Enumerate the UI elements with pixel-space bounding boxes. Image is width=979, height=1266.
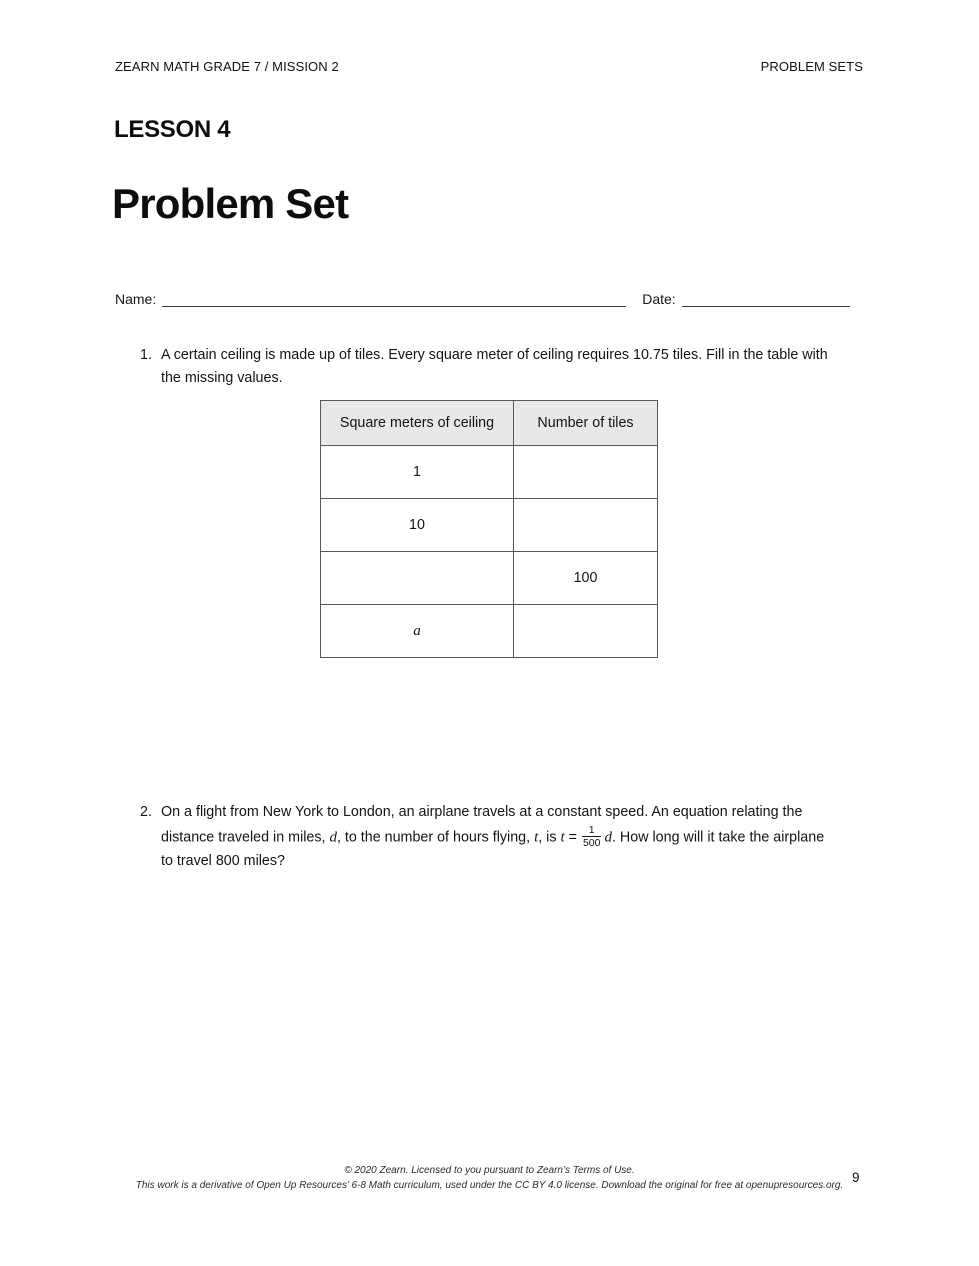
- problem-1-number: 1.: [140, 347, 152, 363]
- table-row: [321, 552, 658, 605]
- problem-2: [140, 801, 824, 873]
- lesson-heading: LESSON 4: [114, 116, 231, 143]
- problem-2-text-segment: , to the number of hours flying,: [336, 828, 535, 845]
- variable-t: t: [560, 828, 565, 845]
- cell-sqm-blank: [321, 552, 514, 605]
- page-number: 9: [852, 1170, 860, 1185]
- table-row: [321, 605, 658, 658]
- problem-1-line-1: A certain ceiling is made up of tiles. Every square meter of ceiling requires 10.75 tiles. Fill in the table with: [161, 347, 828, 363]
- cell-tiles-blank-1: [514, 446, 658, 499]
- tiles-table: [320, 400, 658, 658]
- date-blank-line: [682, 291, 850, 307]
- tiles-table-header-square-meters: Square meters of ceiling: [321, 401, 514, 446]
- tiles-table-header-row: [321, 401, 658, 446]
- problem-1: [140, 344, 828, 390]
- name-date-row: [115, 290, 850, 307]
- variable-d: d: [604, 828, 612, 845]
- cell-tiles-blank-2: [514, 499, 658, 552]
- fraction-numerator: 1: [588, 823, 595, 836]
- cell-tiles-blank-3: [514, 605, 658, 658]
- equals-sign: =: [564, 828, 581, 845]
- footer-license-line: This work is a derivative of Open Up Resources’ 6-8 Math curriculum, used under the CC BY 4.0 license. Download the original for free at openupresources.org.: [135, 1179, 844, 1191]
- variable-t: t: [534, 828, 539, 845]
- problem-1-line-2: the missing values.: [161, 370, 283, 386]
- cell-tiles-100: 100: [514, 552, 658, 605]
- problem-2-line-1: On a flight from New York to London, an airplane travels at a constant speed. An equation relating the: [161, 804, 803, 820]
- page-footer: [0, 1164, 979, 1193]
- problem-2-text-segment: , is: [538, 828, 561, 845]
- page-title: Problem Set: [112, 180, 349, 227]
- table-row: [321, 499, 658, 552]
- header-right-text: PROBLEM SETS: [760, 59, 863, 74]
- problem-2-number: 2.: [140, 804, 152, 820]
- problem-1-text: [161, 344, 828, 390]
- footer-copyright-line: © 2020 Zearn. Licensed to you pursuant to Zearn’s Terms of Use.: [344, 1165, 635, 1176]
- name-label: Name:: [115, 291, 157, 307]
- cell-sqm-1: 1: [321, 446, 514, 499]
- cell-sqm-10: 10: [321, 499, 514, 552]
- name-blank-line: [162, 291, 626, 307]
- fraction-1-over-500: [582, 824, 602, 849]
- variable-d: d: [329, 828, 337, 845]
- table-row: [321, 446, 658, 499]
- header-left-text: ZEARN MATH GRADE 7 / MISSION 2: [115, 59, 339, 74]
- problem-2-text: [161, 801, 824, 873]
- problem-2-text-segment: . How long will it take the airplane: [611, 828, 825, 845]
- fraction-denominator: 500: [582, 836, 601, 849]
- problem-2-line-3: to travel 800 miles?: [161, 852, 285, 869]
- running-header: [115, 59, 863, 74]
- tiles-table-header-number-of-tiles: Number of tiles: [514, 401, 658, 446]
- cell-sqm-a: a: [321, 605, 514, 658]
- problem-2-line-2: [161, 825, 824, 850]
- date-label: Date:: [642, 291, 676, 307]
- problem-2-text-segment: distance traveled in miles,: [161, 828, 330, 845]
